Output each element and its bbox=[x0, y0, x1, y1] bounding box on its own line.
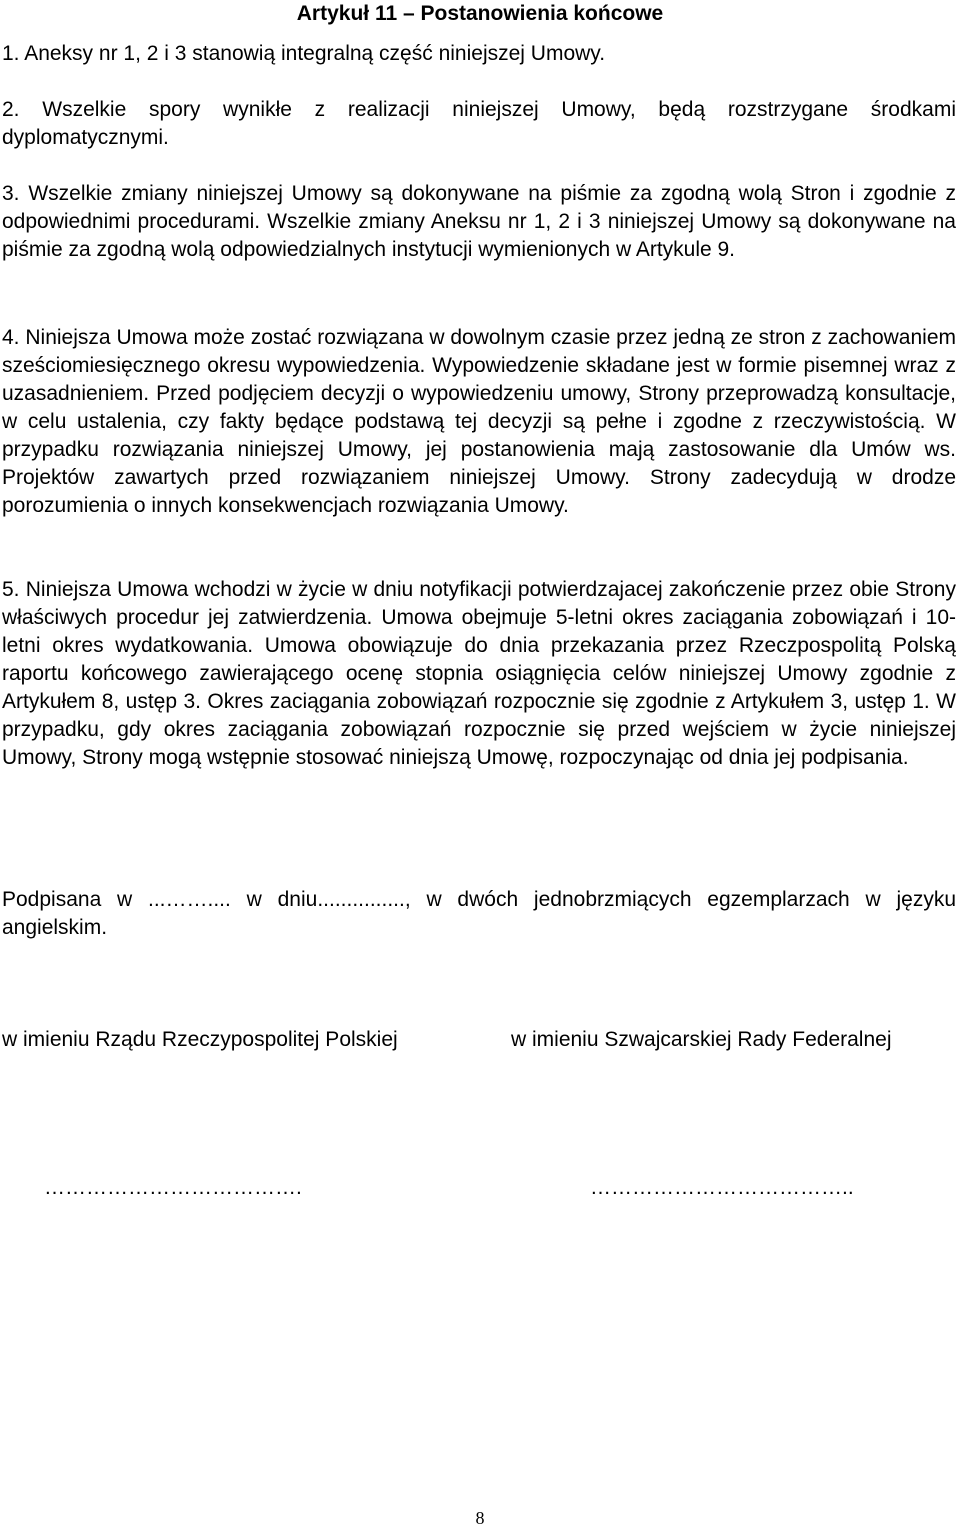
page-number: 8 bbox=[475, 1508, 485, 1528]
paragraph-3: 3. Wszelkie zmiany niniejszej Umowy są dokonywane na piśmie za zgodną wolą Stron i zgodnie z odpowiednimi procedurami. Wszelkie zmiany Aneksu nr 1, 2 i 3 niniejszej Umowy są dokonywane na piśmie za zgodną wolą odpowiedzialnych instytucji wymienionych w Artykule 9. bbox=[2, 182, 956, 261]
signature-line-switzerland: ……………………………….. bbox=[590, 1176, 854, 1199]
signature-line-poland: ………………………………. bbox=[44, 1176, 302, 1199]
signatory-switzerland-label: w imieniu Szwajcarskiej Rady Federalnej bbox=[511, 1028, 892, 1051]
paragraph-2: 2. Wszelkie spory wynikłe z realizacji niniejszej Umowy, będą rozstrzygane środkami dyplomatycznymi. bbox=[2, 98, 956, 149]
signatory-poland-label: w imieniu Rządu Rzeczypospolitej Polskiej bbox=[2, 1028, 398, 1051]
paragraph-5: 5. Niniejsza Umowa wchodzi w życie w dniu notyfikacji potwierdzajacej zakończenie przez obie Strony właściwych procedur jej zatwierdzenia. Umowa obejmuje 5-letni okres zaciągania zobowiązań i 10-letni okres wydatkowania. Umowa obowiązuje do dnia przekazania przez Rzeczpospolitą Polską raportu końcowego zawierającego ocenę stopnia osiągnięcia celów niniejszej Umowy zgodnie z Artykułem 8, ustęp 3. Okres zaciągania zobowiązań rozpocznie się zgodnie z Artykułem 3, ustęp 1. W przypadku, gdy okres zaciągania zobowiązań rozpocznie się przed wejściem w życie niniejszej Umowy, Strony mogą wstępnie stosować niniejszą Umowę, rozpoczynając od dnia jej podpisania. bbox=[2, 578, 956, 769]
signing-statement: Podpisana w ...…….... w dniu..............., w dwóch jednobrzmiących egzemplarzach w języku angielskim. bbox=[2, 888, 956, 939]
paragraph-1: 1. Aneksy nr 1, 2 i 3 stanowią integralną część niniejszej Umowy. bbox=[2, 42, 606, 65]
article-title: Artykuł 11 – Postanowienia końcowe bbox=[296, 2, 664, 25]
paragraph-4: 4. Niniejsza Umowa może zostać rozwiązana w dowolnym czasie przez jedną ze stron z zachowaniem sześciomiesięcznego okresu wypowiedzenia. Wypowiedzenie składane jest w formie pisemnej wraz z uzasadnieniem. Przed podjęciem decyzji o wypowiedzeniu umowy, Strony przeprowadzą konsultacje, w celu ustalenia, czy fakty będące podstawą tej decyzji są pełne i zgodne z rzeczywistością. W przypadku rozwiązania niniejszej Umowy, jej postanowienia mają zastosowanie dla Umów ws. Projektów zawartych przed rozwiązaniem niniejszej Umowy. Strony zadecydują w drodze porozumienia o innych konsekwencjach rozwiązania Umowy. bbox=[2, 326, 956, 517]
